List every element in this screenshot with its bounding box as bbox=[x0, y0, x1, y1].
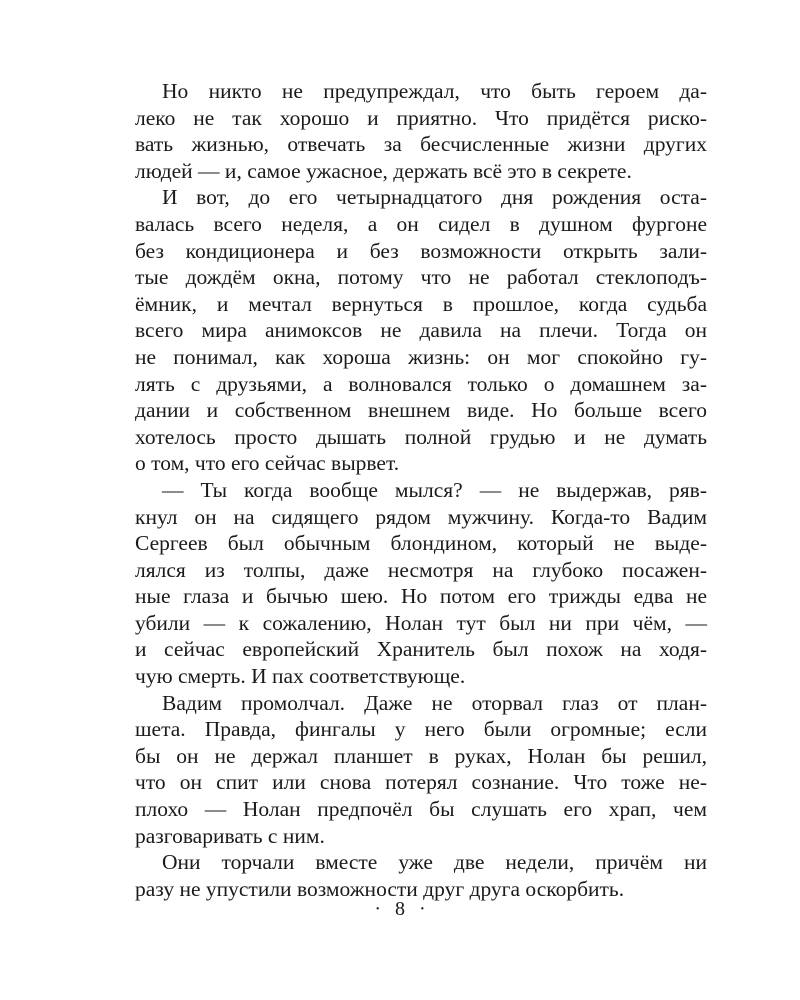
text-line: разговаривать с ним. bbox=[135, 823, 325, 848]
text-line: дании и собственном внешнем виде. Но больше всего bbox=[135, 398, 707, 423]
text-line: чую смерть. И пах соответствующе. bbox=[135, 664, 466, 689]
text-line: И вот, до его четырнадцатого дня рождения оста- bbox=[162, 185, 707, 210]
paragraph bbox=[135, 477, 707, 690]
text-line: Но никто не предупреждал, что быть героем да- bbox=[162, 79, 707, 103]
text-line: шета. Правда, фингалы у него были огромные; если bbox=[135, 717, 707, 742]
text-line: без кондиционера и без возможности открыть зали- bbox=[135, 238, 707, 263]
text-line: Они торчали вместе уже две недели, причём ни bbox=[162, 850, 707, 875]
text-line: всего мира анимоксов не давила на плечи. Тогда он bbox=[135, 318, 707, 343]
text-line: леко не так хорошо и приятно. Что придётся риско- bbox=[135, 105, 707, 130]
paragraph bbox=[135, 78, 707, 184]
text-line: о том, что его сейчас вырвет. bbox=[135, 451, 400, 476]
text-line: и сейчас европейский Хранитель был похож на ходя- bbox=[135, 637, 707, 662]
text-line: вать жизнью, отвечать за бесчисленные жизни других bbox=[135, 132, 707, 157]
text-line: ёмник, и мечтал вернуться в прошлое, когда судьба bbox=[135, 291, 707, 316]
text-line: Вадим промолчал. Даже не оторвал глаз от план- bbox=[162, 690, 707, 715]
paragraph bbox=[135, 849, 707, 902]
text-line: Сергеев был обычным блондином, который не выде- bbox=[135, 531, 707, 556]
body-text bbox=[135, 78, 707, 902]
text-line: тые дождём окна, потому что не работал стеклоподъ- bbox=[135, 265, 707, 290]
text-line: ные глаза и бычью шею. Но потом его трижды едва не bbox=[135, 584, 707, 609]
text-line: — Ты когда вообще мылся? — не выдержав, ряв- bbox=[162, 477, 707, 502]
page-footer bbox=[0, 898, 800, 921]
text-line: убили — к сожалению, Нолан тут был ни при чём, — bbox=[135, 610, 707, 635]
text-line: валась всего неделя, а он сидел в душном фургоне bbox=[135, 211, 707, 236]
page-number: 8 bbox=[395, 898, 405, 920]
folio-dot-left: · bbox=[374, 898, 381, 920]
text-line: лялся из толпы, даже несмотря на глубоко посажен- bbox=[135, 557, 707, 582]
text-line: не понимал, как хороша жизнь: он мог спокойно гу- bbox=[135, 344, 707, 369]
text-line: хотелось просто дышать полной грудью и не думать bbox=[135, 424, 707, 449]
text-line: плохо — Нолан предпочёл бы слушать его храп, чем bbox=[135, 797, 707, 822]
text-line: разу не упустили возможности друг друга оскорбить. bbox=[135, 876, 625, 901]
text-line: что он спит или снова потерял сознание. Что тоже не- bbox=[135, 770, 707, 795]
text-line: людей — и, самое ужасное, держать всё это в секрете. bbox=[135, 158, 632, 183]
text-line: кнул он на сидящего рядом мужчину. Когда-то Вадим bbox=[135, 504, 707, 529]
text-line: лять с друзьями, а волновался только о домашнем за- bbox=[135, 371, 707, 396]
paragraph bbox=[135, 184, 707, 477]
paragraph bbox=[135, 690, 707, 850]
folio-dot-right: · bbox=[419, 898, 426, 920]
text-line: бы он не держал планшет в руках, Нолан бы решил, bbox=[135, 743, 707, 768]
